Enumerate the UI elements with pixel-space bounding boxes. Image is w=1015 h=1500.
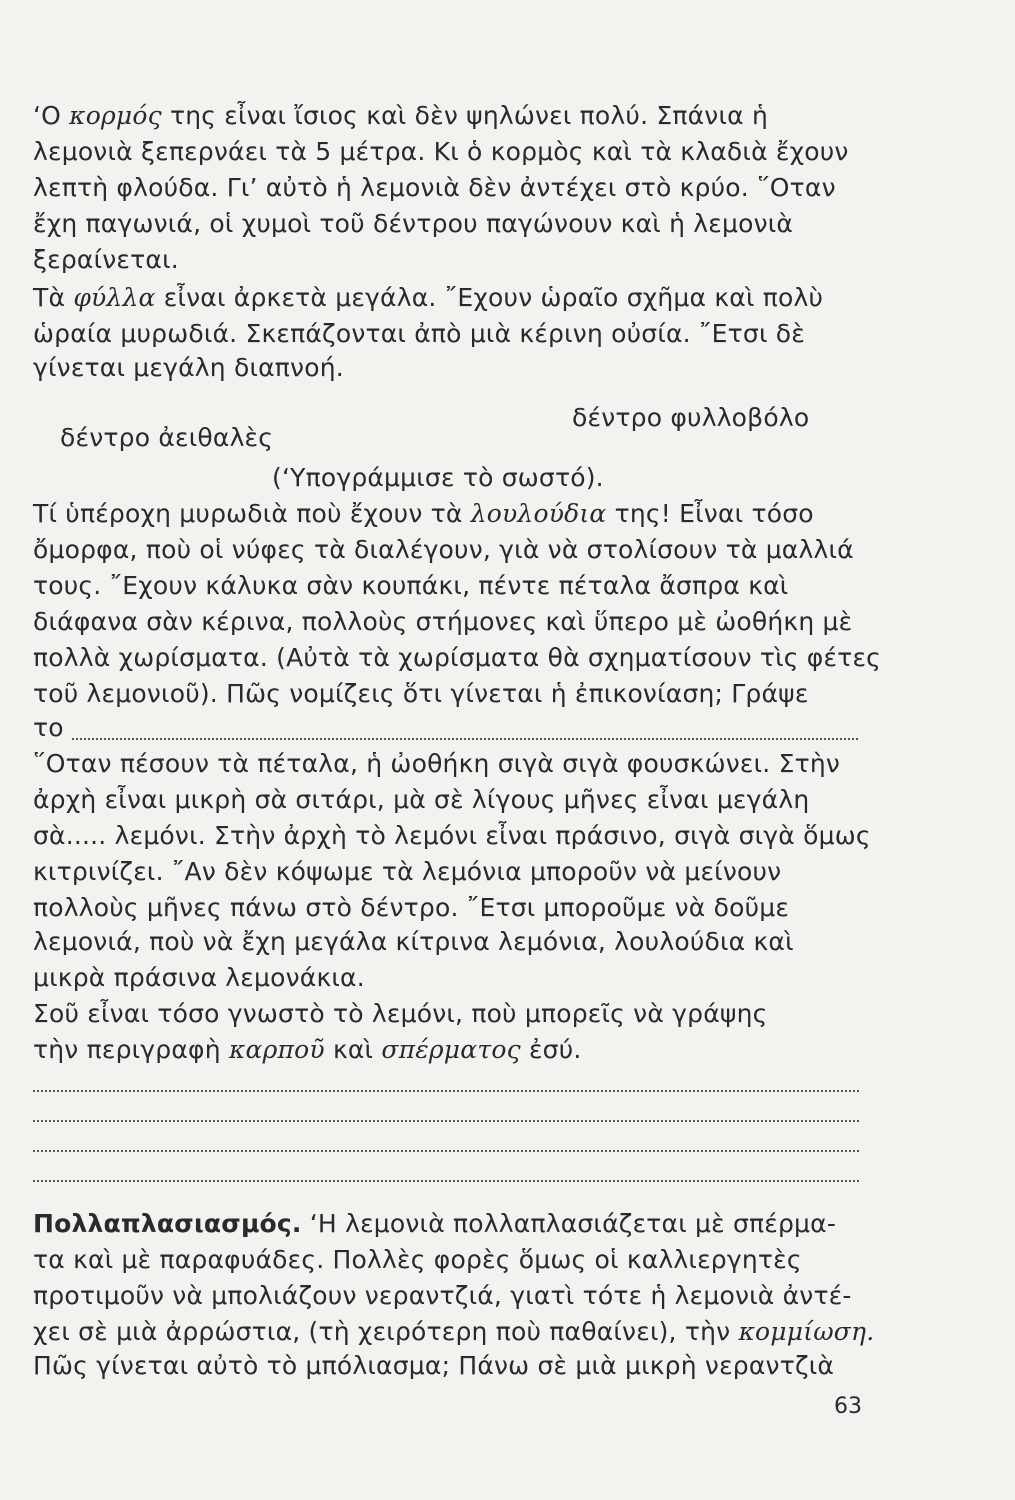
text-line: πολλοὺς μῆνες πάνω στὸ δέντρο. ῎Ετσι μποροῦμε νὰ δοῦμε (33, 893, 790, 922)
text-line: ῞Οταν πέσουν τὰ πέταλα, ἡ ὠοθήκη σιγὰ σιγὰ φουσκώνει. Στὴν (33, 749, 841, 778)
choice-deciduous: δέντρο φυλλοβόλο (572, 403, 810, 432)
text-line: τὴν περιγραφὴ καρποῦ καὶ σπέρματος ἐσύ. (33, 1035, 582, 1064)
text-line: Πολλαπλασιασμός. ‘Η λεμονιὰ πολλαπλασιάζεται μὲ σπέρμα- (33, 1209, 837, 1238)
text-line: λεμονιὰ ξεπερνάει τὰ 5 μέτρα. Κι ὁ κορμὸς καὶ τὰ κλαδιὰ ἔχουν (33, 137, 849, 166)
text-line: ἀρχὴ εἶναι μικρὴ σὰ σιτάρι, μὰ σὲ λίγους μῆνες εἶναι μεγάλη (33, 785, 810, 814)
text-line: κιτρινίζει. ῎Αν δὲν κόψωμε τὰ λεμόνια μποροῦν νὰ μείνουν (33, 857, 782, 886)
text-line: ὡραία μυρωδιά. Σκεπάζονται ἀπὸ μιὰ κέρινη οὐσία. ῎Ετσι δὲ (33, 319, 805, 348)
text-line: τοῦ λεμονιοῦ). Πῶς νομίζεις ὅτι γίνεται ἡ ἐπικονίαση; Γράψε (33, 679, 809, 708)
answer-line[interactable] (33, 1090, 859, 1092)
text-line: σὰ..... λεμόνι. Στὴν ἀρχὴ τὸ λεμόνι εἶναι πράσινο, σιγὰ σιγὰ ὅμως (33, 821, 871, 850)
text-line: τους. ῎Εχουν κάλυκα σὰν κουπάκι, πέντε πέταλα ἄσπρα καὶ (33, 571, 789, 600)
answer-line[interactable] (72, 738, 858, 740)
text-line: ξεραίνεται. (33, 245, 179, 274)
text-line: Τί ὑπέροχη μυρωδιὰ ποὺ ἔχουν τὰ λουλούδια της! Εἶναι τόσο (33, 499, 814, 528)
text-line: το (33, 713, 64, 742)
text-line: πολλὰ χωρίσματα. (Αὐτὰ τὰ χωρίσματα θὰ σχηματίσουν τὶς φέτες (33, 643, 882, 672)
text-line: ‘Ο κορμός της εἶναι ἴσιος καὶ δὲν ψηλώνει πολύ. Σπάνια ἡ (33, 101, 769, 130)
answer-line[interactable] (33, 1180, 859, 1182)
page-number: 63 (834, 1394, 862, 1419)
text-line: ἔχη παγωνιά, οἱ χυμοὶ τοῦ δέντρου παγώνουν καὶ ἡ λεμονιὰ (33, 209, 794, 238)
text-line: λεπτὴ φλούδα. Γι’ αὐτὸ ἡ λεμονιὰ δὲν ἀντέχει στὸ κρύο. ῞Οταν (33, 173, 836, 202)
text-line: Πῶς γίνεται αὐτὸ τὸ μπόλιασμα; Πάνω σὲ μιὰ μικρὴ νεραντζιὰ (33, 1351, 835, 1380)
text-line: προτιμοῦν νὰ μπολιάζουν νεραντζιά, γιατὶ τότε ἡ λεμονιὰ ἀντέ- (33, 1281, 852, 1310)
text-line: λεμονιά, ποὺ νὰ ἔχη μεγάλα κίτρινα λεμόνια, λουλούδια καὶ (33, 927, 794, 956)
text-line: Σοῦ εἶναι τόσο γνωστὸ τὸ λεμόνι, ποὺ μπορεῖς νὰ γράψης (33, 999, 768, 1028)
choice-evergreen: δέντρο ἀειθαλὲς (60, 423, 274, 452)
text-line: γίνεται μεγάλη διαπνοή. (33, 353, 344, 382)
text-line: διάφανα σὰν κέρινα, πολλοὺς στήμονες καὶ ὕπερο μὲ ὠοθήκη μὲ (33, 607, 853, 636)
text-line: τα καὶ μὲ παραφυάδες. Πολλὲς φορὲς ὅμως οἱ καλλιεργητὲς (33, 1245, 802, 1274)
text-line: μικρὰ πράσινα λεμονάκια. (33, 963, 365, 992)
section-heading: Πολλαπλασιασμός. (33, 1209, 302, 1238)
text-line: Τὰ φύλλα εἶναι ἀρκετὰ μεγάλα. ῎Εχουν ὡραῖο σχῆμα καὶ πολὺ (33, 283, 824, 312)
choice-instruction: (‘Υπογράμμισε τὸ σωστό). (272, 463, 604, 492)
text-line: χει σὲ μιὰ ἀρρώστια, (τὴ χειρότερη ποὺ παθαίνει), τὴν κομμίωση. (33, 1317, 875, 1346)
text-line: ὄμορφα, ποὺ οἱ νύφες τὰ διαλέγουν, γιὰ νὰ στολίσουν τὰ μαλλιά (33, 535, 854, 564)
answer-line[interactable] (33, 1120, 859, 1122)
answer-line[interactable] (33, 1150, 859, 1152)
